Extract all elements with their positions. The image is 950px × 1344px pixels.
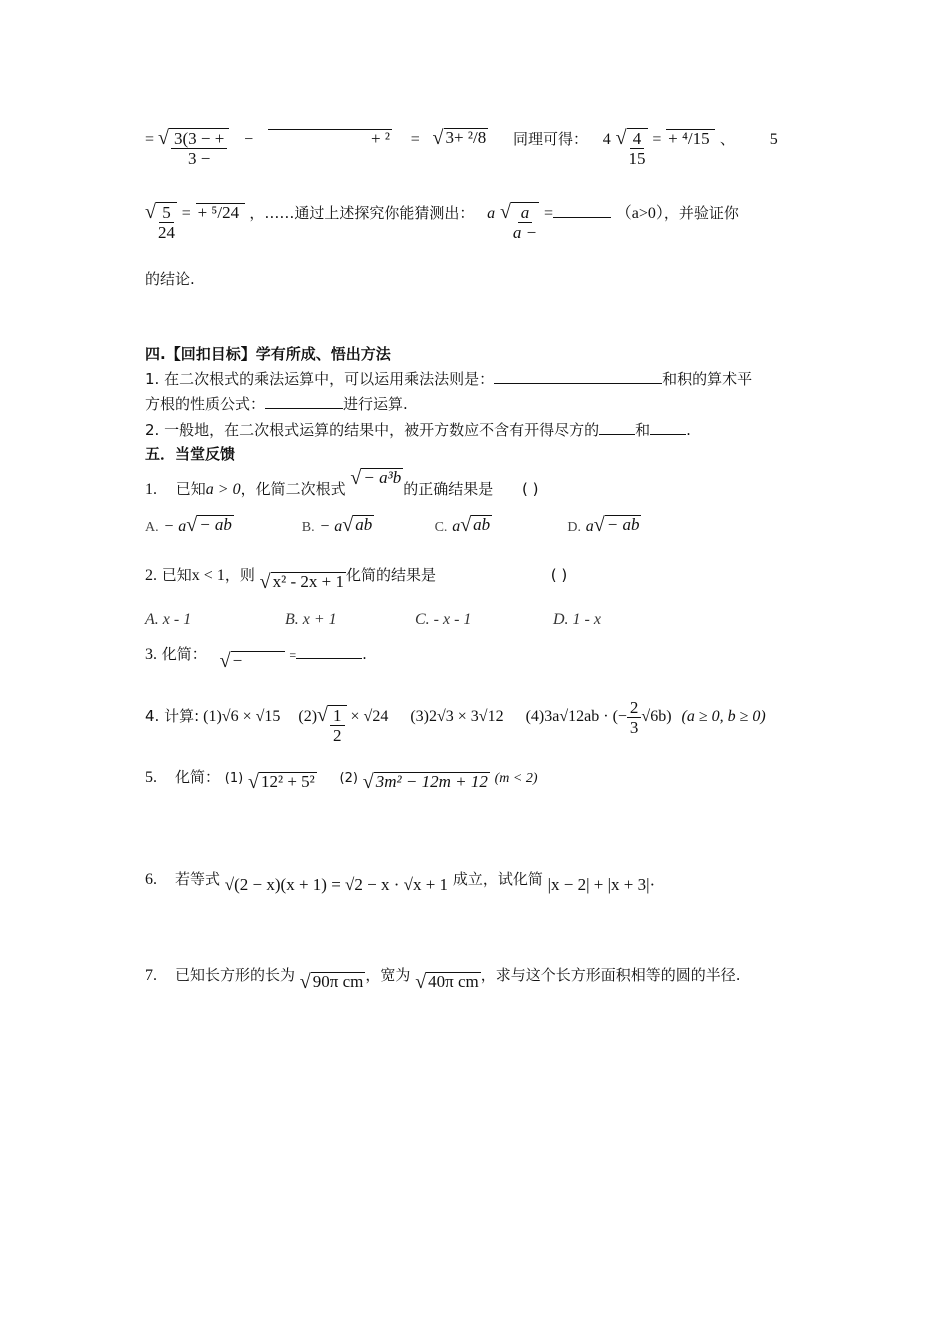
- text: −: [231, 651, 285, 670]
- text: − ab: [606, 515, 640, 534]
- text: 1: [330, 706, 345, 726]
- text: 5: [159, 203, 174, 223]
- rule-blank[interactable]: [494, 369, 662, 384]
- question-1: [145, 467, 539, 499]
- text: ab: [355, 515, 373, 534]
- text: （a>0）: [615, 205, 664, 222]
- text: ，……通过上述探究你能猜测出：: [249, 204, 475, 222]
- text: 4: [602, 131, 611, 148]
- text: .: [686, 421, 691, 439]
- fraction: [158, 203, 175, 242]
- text: [169, 128, 229, 168]
- text: A.: [145, 520, 159, 535]
- text: a −: [512, 223, 538, 242]
- text: √: [593, 514, 605, 536]
- text: [156, 202, 177, 242]
- intro-equation-line: [145, 128, 778, 168]
- text: 进行运算.: [343, 395, 408, 413]
- text: (4)3a√12ab · (−: [525, 708, 627, 726]
- fraction: [627, 698, 642, 737]
- text: 5.: [145, 769, 157, 786]
- radical-q1: [350, 468, 403, 488]
- text: ，并验证你: [663, 204, 739, 222]
- text: =: [652, 131, 662, 148]
- option-b[interactable]: [302, 515, 430, 536]
- text: −: [244, 131, 254, 148]
- same-reason-text: 同理可得：: [512, 130, 588, 148]
- text: √: [415, 971, 427, 993]
- text: √: [615, 127, 627, 149]
- radical: [317, 705, 346, 745]
- text: =: [289, 648, 297, 662]
- text: √: [248, 771, 259, 793]
- text: =: [181, 205, 191, 222]
- text: x² - 2x + 1: [272, 572, 344, 591]
- option-c[interactable]: C. - x - 1: [415, 611, 472, 628]
- radical: [300, 972, 366, 992]
- section-4-item-1-cont: [145, 393, 408, 414]
- text: 4: [630, 129, 645, 149]
- text: (a ≥ 0, b ≥ 0): [681, 708, 766, 726]
- text: B.: [301, 520, 315, 535]
- option-a[interactable]: A. x - 1: [145, 611, 192, 628]
- radical-expression-5: [196, 203, 245, 222]
- text: 、: [719, 130, 735, 148]
- text: √: [362, 771, 374, 793]
- equation: √(2 − x)(x + 1) = √2 − x · √x + 1: [224, 875, 449, 894]
- radical-expression-1: [158, 128, 229, 168]
- text: a: [452, 518, 461, 535]
- text: ( ): [522, 480, 539, 498]
- text: 3: [629, 718, 639, 737]
- radical: [460, 515, 492, 535]
- absolute-value-expression: |x − 2| + |x + 3|·: [547, 875, 656, 894]
- question-6: [145, 868, 656, 894]
- text: 40π cm: [428, 972, 479, 991]
- radical-4-over-15: [616, 128, 648, 168]
- text: √: [145, 201, 156, 223]
- question-2-options: [145, 611, 681, 629]
- text: √: [299, 971, 311, 993]
- text: 3 −: [188, 149, 211, 168]
- radical-q3: [220, 651, 285, 671]
- radical-expression-4: [666, 129, 715, 148]
- text: 3(3 − +: [171, 129, 227, 149]
- text: 化简：: [161, 645, 207, 663]
- text: 3m² − 12m + 12: [375, 772, 488, 791]
- text: 已知: [175, 480, 206, 498]
- text: − a³b: [363, 468, 402, 487]
- text: (1)√6 × √15: [203, 708, 281, 726]
- text: [511, 202, 539, 242]
- text: 1.: [145, 481, 157, 498]
- text: √: [259, 571, 271, 593]
- text: √: [219, 650, 231, 672]
- question-3: 3. 化简： √ − = .: [145, 645, 367, 672]
- radical-5-over-24: [145, 202, 177, 242]
- text: 7.: [145, 967, 157, 984]
- text: 已知长方形的长为: [175, 966, 296, 984]
- text: 方根的性质公式：: [145, 395, 266, 413]
- text: √: [460, 514, 472, 536]
- text: √: [317, 704, 329, 727]
- text: [627, 128, 648, 168]
- text: a: [518, 203, 533, 223]
- text: 的正确结果是: [403, 480, 494, 498]
- text: 成立，试化简: [452, 870, 543, 888]
- text: 4. 计算:: [145, 707, 200, 726]
- blank-1[interactable]: [599, 420, 635, 435]
- text: ，化简二次根式: [240, 480, 346, 498]
- text: 化简的结果是: [345, 566, 436, 584]
- intro-conclusion: 的结论.: [145, 270, 195, 288]
- text: 3+ ²/8: [445, 128, 487, 147]
- section-4-item-2: [145, 419, 691, 440]
- intro-guess-line: [145, 200, 739, 242]
- text: 化简：: [175, 768, 221, 786]
- text: 6.: [145, 871, 157, 888]
- answer-blank[interactable]: [296, 644, 362, 659]
- section-4-title: 四.【回扣目标】学有所成、悟出方法: [145, 345, 391, 363]
- formula-blank[interactable]: [265, 394, 343, 409]
- text: a: [487, 205, 496, 222]
- text: √6b): [641, 708, 672, 726]
- text: 90π cm: [312, 972, 364, 991]
- text: 2: [333, 726, 342, 746]
- radical-q2: [260, 572, 346, 592]
- radical: [248, 772, 317, 792]
- radical-a-fraction: [500, 202, 539, 242]
- fraction: [629, 129, 646, 168]
- blank-2[interactable]: [650, 420, 686, 435]
- radical-expression-3: [433, 128, 489, 148]
- text: × √24: [350, 708, 389, 726]
- radical: [363, 772, 490, 792]
- section-4-item-1: [145, 368, 752, 389]
- text: =: [145, 131, 159, 148]
- fraction: [171, 129, 227, 168]
- text: √: [342, 514, 354, 536]
- option-c[interactable]: [435, 515, 563, 536]
- answer-blank[interactable]: [553, 203, 611, 218]
- radical: [594, 515, 642, 535]
- section-5-title: 五．当堂反馈: [145, 445, 236, 463]
- text: (2): [339, 771, 358, 786]
- text: a > 0: [205, 481, 241, 498]
- option-b[interactable]: B. x + 1: [285, 611, 337, 628]
- text: − ab: [199, 515, 232, 534]
- text: 2.: [145, 567, 157, 584]
- text: + ²: [268, 129, 392, 148]
- text: √: [186, 514, 198, 536]
- text: 和: [635, 421, 651, 439]
- text: 已知: [161, 566, 192, 584]
- text: √: [432, 127, 444, 149]
- text: − a: [163, 518, 187, 535]
- text: x < 1: [191, 567, 225, 584]
- text: √: [158, 127, 170, 149]
- text: =: [543, 205, 553, 222]
- text: 2: [627, 698, 642, 718]
- radical: [415, 972, 481, 992]
- text: [328, 705, 347, 745]
- text: (2): [298, 708, 318, 726]
- text: 3.: [145, 646, 157, 663]
- text: ( ): [550, 566, 568, 584]
- text: ，则: [224, 566, 255, 584]
- text: √: [499, 201, 511, 223]
- fraction: [330, 706, 345, 745]
- text: 若等式: [175, 870, 221, 888]
- text: (3)2√3 × 3√12: [410, 708, 504, 726]
- option-d[interactable]: [567, 515, 695, 536]
- radical-expression-2: [268, 129, 398, 148]
- question-7: [145, 964, 741, 993]
- text: ，求与这个长方形面积相等的圆的半径.: [480, 966, 741, 984]
- question-4: [145, 698, 766, 745]
- text: 12² + 5²: [260, 772, 315, 791]
- text: + ⁵/24: [196, 203, 245, 222]
- text: √: [350, 467, 362, 489]
- text: 1. 在二次根式的乘法运算中，可以运用乘法法则是：: [145, 370, 495, 388]
- option-a[interactable]: [145, 515, 273, 536]
- text: − a: [319, 518, 343, 535]
- fraction: [513, 203, 537, 242]
- text: 5: [769, 131, 778, 148]
- text: D.: [567, 520, 581, 535]
- question-1-options: [145, 515, 695, 536]
- text: ab: [473, 515, 491, 534]
- text: (m < 2): [494, 771, 538, 786]
- text: =: [410, 131, 420, 148]
- text: ，宽为: [365, 966, 411, 984]
- option-d[interactable]: D. 1 - x: [553, 611, 601, 628]
- text: 2. 一般地，在二次根式运算的结果中，被开方数应不含有开得尽方的: [145, 421, 600, 439]
- text: + ⁴/15: [666, 129, 715, 148]
- question-2: [145, 564, 568, 593]
- text: 24: [157, 223, 175, 242]
- radical: [186, 515, 234, 535]
- text: C.: [434, 520, 448, 535]
- text: a: [585, 518, 594, 535]
- text: 和积的算术平: [662, 370, 753, 388]
- text: 15: [628, 149, 646, 168]
- radical: [342, 515, 374, 535]
- text: (1): [224, 771, 244, 786]
- question-5: [145, 766, 538, 793]
